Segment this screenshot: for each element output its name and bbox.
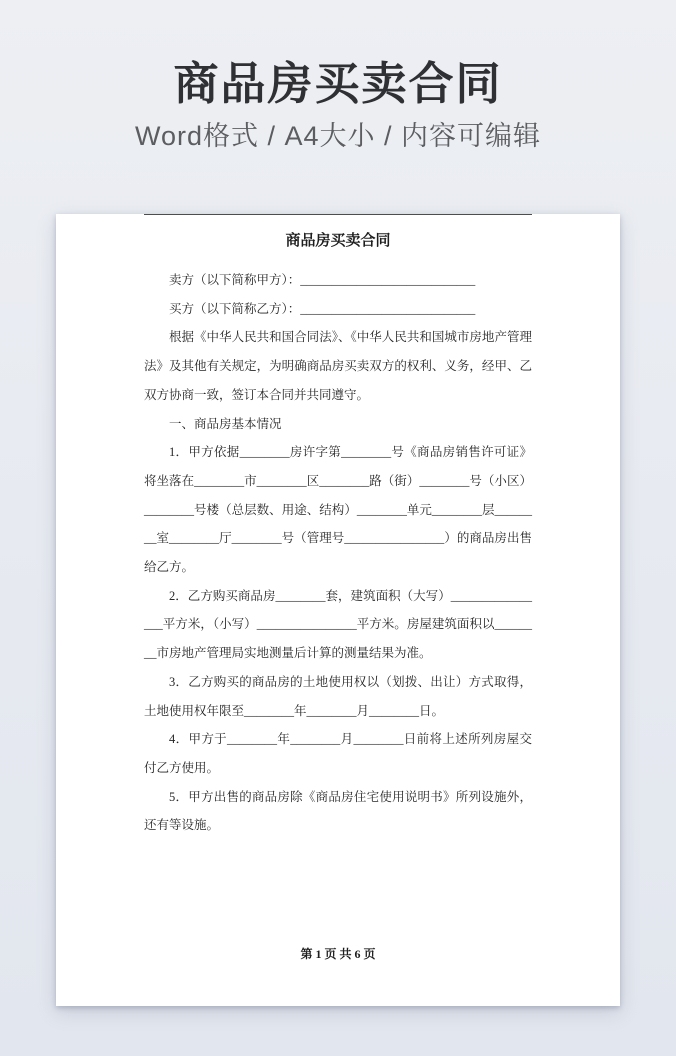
- page-number-footer: 第 1 页 共 6 页: [300, 947, 376, 961]
- paragraph-seller-line: 卖方（以下简称甲方）：____________________________: [169, 273, 476, 287]
- hero-header: [0, 0, 676, 153]
- document-title: 商品房买卖合同: [285, 233, 391, 249]
- clause-3-land-use-right: 3．乙方购买的商品房的土地使用权以（划拨、出让）方式取得，土地使用权年限至________年________月________日。: [144, 674, 532, 718]
- document-header-rule: [144, 214, 532, 215]
- page-title: 商品房买卖合同: [173, 58, 503, 109]
- clause-4-delivery-date: 4．甲方于________年________月________日前将上述所列房屋交付乙方使用。: [144, 732, 532, 775]
- clause-2-floor-area: 2．乙方购买商品房________套，建筑面积（大写）________________平方米，（小写）________________平方米。房屋建筑面积以________市房地产管理局实地测量后计算的测量结果为准。: [144, 588, 532, 661]
- paragraph-buyer-line: 买方（以下简称乙方）：____________________________: [169, 301, 476, 316]
- clause-5-facilities: 5．甲方出售的商品房除《商品房住宅使用说明书》所列设施外，还有等设施。: [144, 789, 532, 833]
- page-subtitle: Word格式 / A4大小 / 内容可编辑: [134, 121, 542, 151]
- section-heading-basic-info: 一、商品房基本情况: [169, 416, 282, 431]
- paragraph-preamble: 根据《中华人民共和国合同法》、《中华人民共和国城市房地产管理法》及其他有关规定，为明确商品房买卖双方的权利、义务，经甲、乙双方协商一致，签订本合同并共同遵守。: [144, 330, 532, 402]
- document-page: [56, 214, 620, 1006]
- clause-1-sales-permit: 1．甲方依据________房许字第________号《商品房销售许可证》将坐落在________市________区________路（街）________号（小区）________号楼（总层数、用途、结构）________单元________层________室________厅________号（管理号________________）的商品房出售给乙方。: [144, 445, 532, 575]
